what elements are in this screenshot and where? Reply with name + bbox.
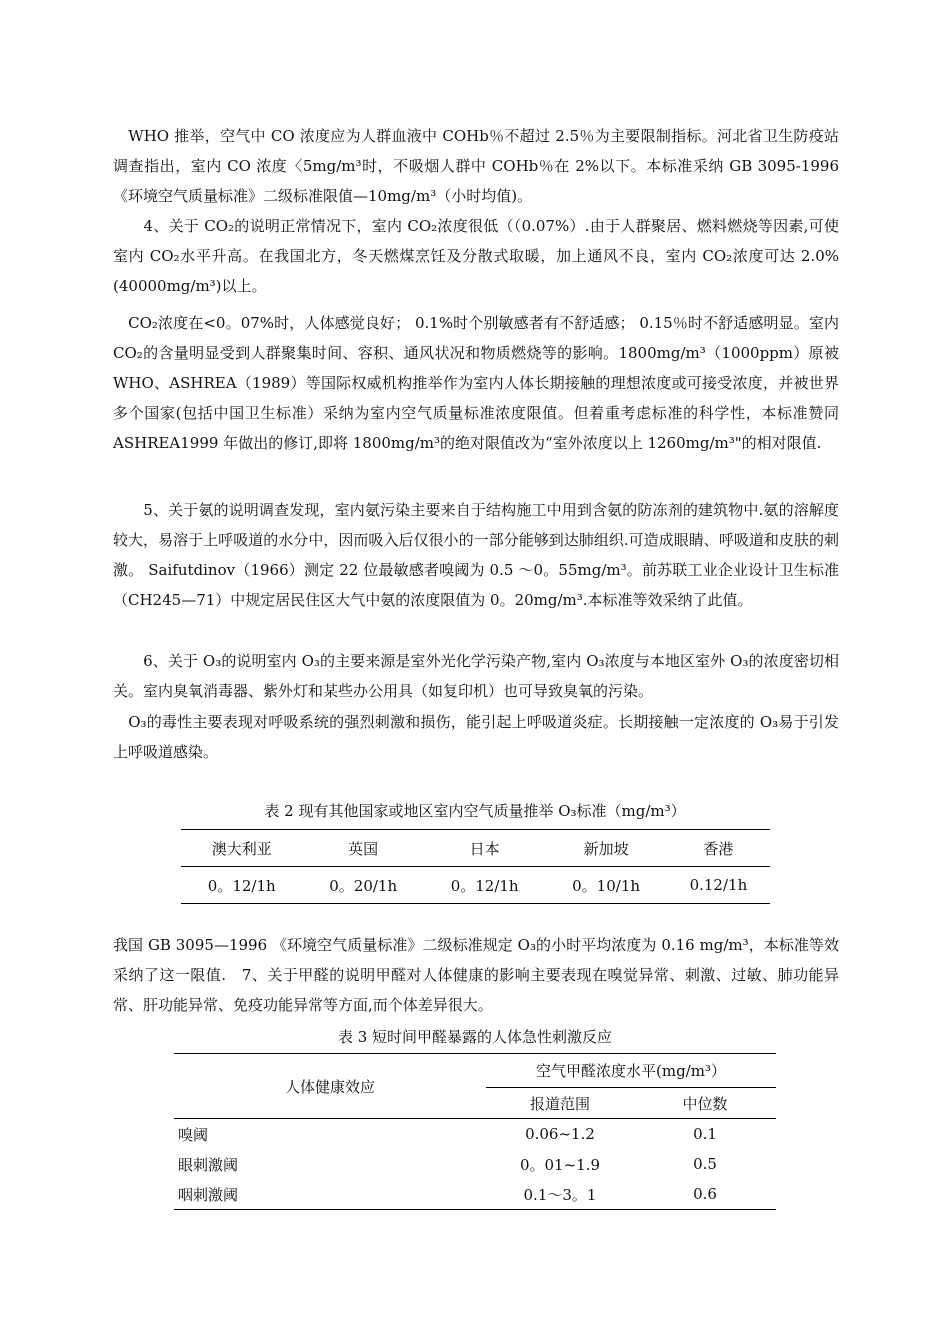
table-cell: 0.12/1h — [689, 876, 748, 894]
table-header-cell: 英国 — [302, 830, 423, 867]
table-row — [181, 867, 770, 904]
table-row — [174, 1149, 776, 1179]
paragraph-ozone-source: 6、关于 O₃的说明室内 O₃的主要来源是室外光化学污染产物,室内 O₃浓度与本地区室外 O₃的浓度密切相关。室内臭氧消毒器、紫外灯和某些办公用具（如复印机）也可导致臭氧的污染。 — [113, 652, 839, 700]
header-median: 中位数 — [634, 1088, 776, 1119]
cell-range: 0.1～3。1 — [523, 1185, 597, 1204]
header-reported-range: 报道范围 — [486, 1088, 634, 1119]
cell-median: 0.5 — [693, 1155, 717, 1173]
header-health-effect: 人体健康效应 — [174, 1054, 486, 1119]
table-row — [174, 1179, 776, 1210]
cell-effect: 眼刺激阈 — [178, 1155, 239, 1174]
cell-range: 0。01~1.9 — [519, 1155, 601, 1174]
paragraph-co2-intro: 4、关于 CO₂的说明正常情况下，室内 CO₂浓度很低（（0.07%）.由于人群聚居、燃料燃烧等因素,可使室内 CO₂水平升高。在我国北方，冬天燃煤烹饪及分散式取暖，加上通风不良，室内 CO₂浓度可达 2.0%(40000mg/m³)以上。 — [113, 217, 839, 295]
table-cell: 0。12/1h — [450, 876, 519, 895]
cell-range: 0.06~1.2 — [525, 1125, 595, 1143]
header-concentration-group: 空气甲醛浓度水平(mg/m³） — [486, 1054, 776, 1088]
table-row — [174, 1119, 776, 1150]
table-cell: 0。12/1h — [207, 876, 276, 895]
table-header-cell: 香港 — [667, 830, 770, 867]
table-header-row — [181, 830, 770, 867]
table2-caption: 表 2 现有其他国家或地区室内空气质量推举 O₃标准（mg/m³） — [264, 802, 686, 820]
table-header-cell: 澳大利亚 — [181, 830, 302, 867]
formaldehyde-table — [174, 1053, 776, 1210]
table-cell: 0。10/1h — [572, 876, 641, 895]
cell-median: 0.6 — [693, 1185, 717, 1203]
table3-caption: 表 3 短时间甲醛暴露的人体急性刺激反应 — [337, 1028, 613, 1046]
table-cell: 0。20/1h — [329, 876, 398, 895]
table-header-cell: 日本 — [424, 830, 545, 867]
paragraph-ozone-gb-and-formaldehyde: 我国 GB 3095—1996 《环境空气质量标准》二级标准规定 O₃的小时平均浓度为 0.16 mg/m³，本标准等效采纳了这一限值. 7、关于甲醛的说明甲醛对人体健康的影响主要表现在嗅觉异常、刺激、过敏、肺功能异常、肝功能异常、免疫功能异常等方面,而个体差异很大。 — [113, 936, 839, 1014]
paragraph-co2-limits: CO₂浓度在<0。07%时，人体感觉良好； 0.1%时个别敏感者有不舒适感； 0.15％时不舒适感明显。室内 CO₂的含量明显受到人群聚集时间、容积、通风状况和物质燃烧等的影响。1800mg/m³（1000ppm）原被 WHO、ASHREA（1989）等国际权威机构推举作为室内人体长期接触的理想浓度或可接受浓度，并被世界多个国家(包括中国卫生标准）采纳为室内空气质量标准浓度限值。但着重考虑标准的科学性，本标准赞同 ASHREA1999 年做出的修订,即将 1800mg/m³的绝对限值改为“室外浓度以上 1260mg/m³"的相对限值. — [113, 314, 839, 452]
ozone-standards-table — [181, 829, 770, 904]
cell-median: 0.1 — [693, 1125, 717, 1143]
paragraph-co-standard: WHO 推举，空气中 CO 浓度应为人群血液中 COHb％不超过 2.5％为主要限制指标。河北省卫生防疫站调查指出，室内 CO 浓度〈5mg/m³时，不吸烟人群中 COHb％在 2%以下。本标准采纳 GB 3095-1996 《环境空气质量标准》二级标准限值—10mg/m³（小时均值)。 — [113, 127, 839, 205]
paragraph-ammonia: 5、关于氨的说明调查发现，室内氨污染主要来自于结构施工中用到含氨的防冻剂的建筑物中.氨的溶解度较大，易溶于上呼吸道的水分中，因而吸入后仅很小的一部分能够到达肺组织.可造成眼睛、呼吸道和皮肤的刺激。 Saifutdinov（1966）测定 22 位最敏感者嗅阈为 0.5 ～0。55mg/m³。前苏联工业企业设计卫生标准（CH245—71）中规定居民住区大气中氨的浓度限值为 0。20mg/m³.本标准等效采纳了此值。 — [113, 501, 839, 609]
cell-effect: 咽刺激阈 — [178, 1185, 239, 1204]
table-header-row — [174, 1054, 776, 1088]
table-header-cell: 新加坡 — [545, 830, 666, 867]
paragraph-ozone-toxicity: O₃的毒性主要表现对呼吸系统的强烈刺激和损伤，能引起上呼吸道炎症。长期接触一定浓度的 O₃易于引发上呼吸道感染。 — [113, 713, 839, 761]
cell-effect: 嗅阈 — [178, 1125, 209, 1144]
